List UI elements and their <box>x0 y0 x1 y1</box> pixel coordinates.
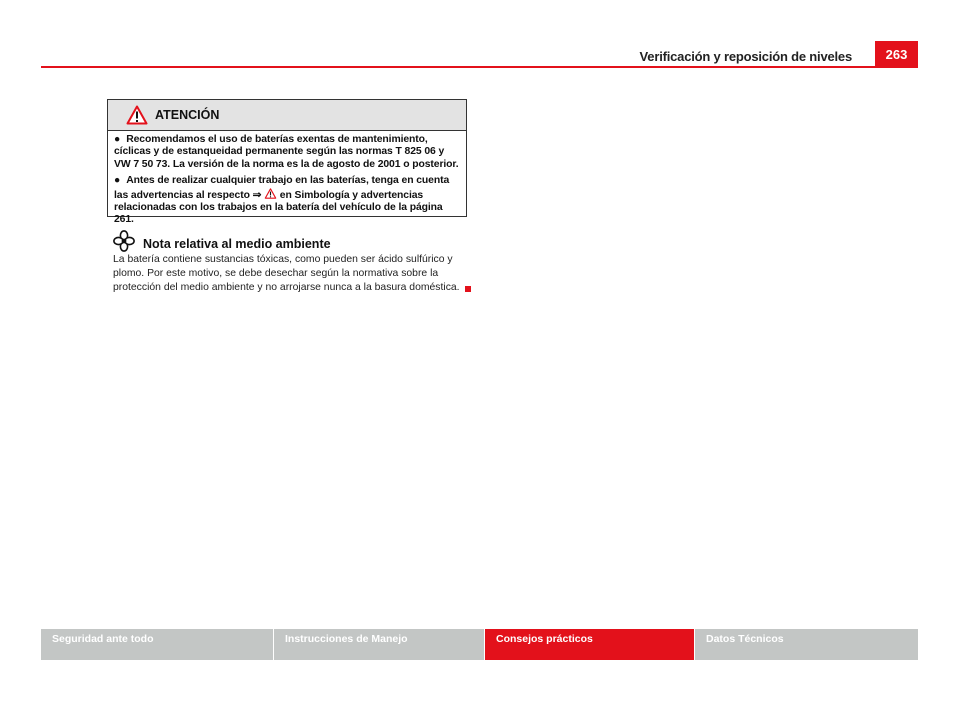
footer-nav <box>41 629 918 660</box>
warning-header <box>108 100 466 131</box>
chapter-title: Verificación y reposición de niveles <box>639 49 852 64</box>
warning-triangle-icon <box>126 105 148 125</box>
warning-text-2b: en Simbología y advertencias relacionadas con los trabajos en la batería del vehículo de la página 261. <box>114 189 443 226</box>
footer-tab-datos[interactable]: Datos Técnicos <box>694 629 918 660</box>
bullet: ● <box>114 175 121 187</box>
warning-triangle-icon <box>264 188 277 199</box>
warning-paragraph <box>114 134 462 171</box>
environment-flower-icon <box>113 230 135 252</box>
warning-body <box>108 131 466 227</box>
header-rule <box>41 66 918 68</box>
page-number: 263 <box>875 41 918 67</box>
warning-paragraph <box>114 175 462 227</box>
warning-text-2a: Antes de realizar cualquier trabajo en las baterías, tenga en cuenta las advertencias al respecto ⇒ <box>114 175 450 201</box>
warning-title: ATENCIÓN <box>155 108 220 122</box>
footer-tab-instrucciones[interactable]: Instrucciones de Manejo <box>273 629 484 660</box>
bullet: ● <box>114 134 121 145</box>
warning-box <box>107 99 467 226</box>
end-of-section-mark <box>465 286 471 292</box>
environment-note-title: Nota relativa al medio ambiente <box>143 237 331 251</box>
warning-text-1: Recomendamos el uso de baterías exentas de mantenimiento, cíclicas y de estanqueidad permanente según las normas T 825 06 y VW 7 50 73. La versión de la norma es la de agosto de 2001 o posterior. <box>114 134 459 170</box>
footer-tab-consejos[interactable]: Consejos prácticos <box>484 629 694 660</box>
environment-note-body <box>113 253 471 295</box>
footer-tab-seguridad[interactable]: Seguridad ante todo <box>41 629 273 660</box>
environment-note-text: La batería contiene sustancias tóxicas, como pueden ser ácido sulfúrico y plomo. Por este motivo, se debe desechar según la normativa sobre la protección del medio ambiente y no arrojarse nunca a la basura doméstica. <box>113 254 460 293</box>
